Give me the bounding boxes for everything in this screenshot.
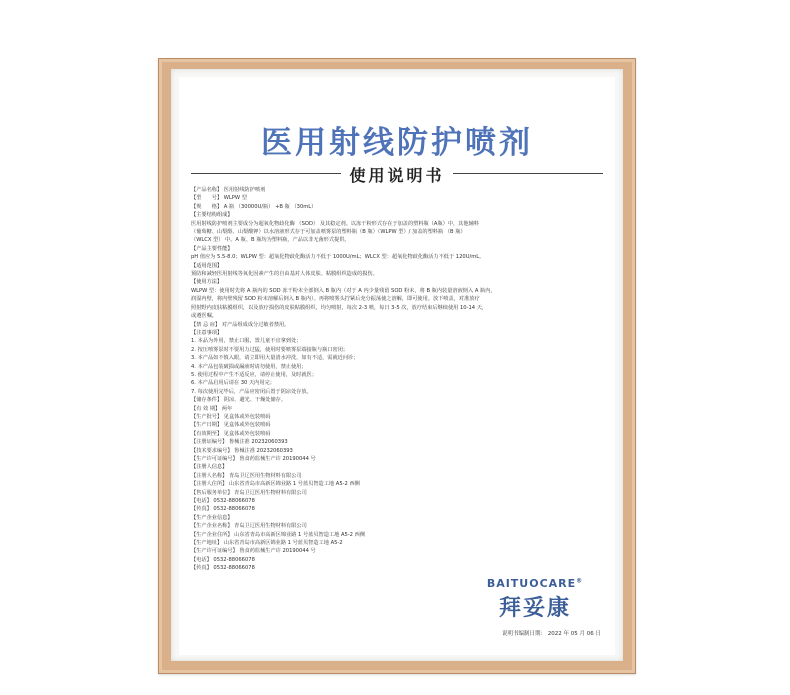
section-heading: 【主要结构组成】 xyxy=(191,212,233,219)
text-line: 【电话】 0532-88066078 xyxy=(191,498,255,505)
text-line: 【产品名称】 医用射线防护喷剂 xyxy=(191,187,266,193)
registered-mark: ® xyxy=(576,577,584,585)
text-line: 【生产许可证编号】 鲁食药监械生产许 20190044 号 xyxy=(191,548,316,555)
text-line: 或遵医嘱。 xyxy=(191,313,217,320)
text-line: 【生产许可证编号】 鲁食药监械生产许 20190044 号 xyxy=(191,456,316,462)
text-line: 4. 本产品包装破损或漏液时请勿使用，禁止使用； xyxy=(191,363,307,370)
brand-chinese: 拜妥康 xyxy=(498,596,571,621)
text-line: 【注册人名称】 青岛卫辽医用生物材料有限公司 xyxy=(191,472,302,479)
section-heading: 【注意事项】 xyxy=(191,329,223,336)
section-heading: 【生产企业信息】 xyxy=(191,514,233,521)
text-line: 【生产日期】 见盒体或外包装喷码 xyxy=(191,422,271,429)
text-line: 【生产企业住所】 山东省青岛市高新区锦业路 1 号蓝贝智造工地 A5-2 西侧 xyxy=(191,531,366,538)
text-line: 【生产地址】 山东省青岛市高新区锦业路 1 号蓝贝智造工地 A5-2 xyxy=(191,540,343,547)
text-line: 【传真】 0532-88066078 xyxy=(191,565,255,572)
text-line: 照射野内皮肤粘膜组织，以及放疗损伤的皮肤粘膜组织，均匀喷射，每次 2-3 喷，每日 3-5 次，放疗结束后继续使用 10-14 天， xyxy=(191,304,488,311)
text-line: 【有效期至】 见盒体或外包装喷码 xyxy=(191,430,271,437)
text-line: 【禁 忌 症】 对产品组成成分过敏者禁用。 xyxy=(191,321,290,328)
text-line: 润湿内壁，将内壁残留 SOD 粉末溶解后倒入 B 瓶内）。再将喷雾头拧紧后充分振荡使之溶解，即可使用。放下喷盖，对准放疗 xyxy=(191,296,480,303)
text-line: 【技术要求编号】 鲁械注准 20232060393 xyxy=(191,447,293,454)
text-line: 【规 格】 A 瓶 （30000U/瓶） +B 瓶 （30mL） xyxy=(191,203,317,210)
text-line: 【生产批号】 见盒体或外包装喷码 xyxy=(191,413,271,420)
text-line: 6. 本产品启用后请在 30 天内用完； xyxy=(191,380,275,387)
text-line: 【注册人住所】 山东省青岛市高新区锦业路 1 号蓝贝智造工地 A5-2 西侧 xyxy=(191,481,360,488)
section-heading: 【产品主要性能】 xyxy=(191,245,233,252)
revision-date: 说明书编制日期： 2022 年 05 月 06 日 xyxy=(502,631,601,637)
text-line: （葡萄糖、山梨醇、山梨酸钾）以水溶液形式存于可加盖喷雾泵的塑料瓶（B 瓶）（WLPW 型）/ 加盖的塑料瓶 （B 瓶） xyxy=(191,229,466,236)
text-line: 【售后服务单位】 青岛卫辽医用生物材料有限公司 xyxy=(191,489,307,496)
text-line: 1. 本品为外用，禁止口服，置儿童不宜拿到处； xyxy=(191,338,302,345)
section-heading: 【使用方法】 xyxy=(191,279,223,286)
subtitle-row xyxy=(191,163,603,183)
document-subtitle: 使用说明书 xyxy=(349,166,445,185)
text-line: WLPW 型：使用时先将 A 瓶内的 SOD 冻干粉末全部倒入 B 瓶内（对于 A 内少量残留 SOD 粉末，将 B 瓶内装量溶液倒入 A 瓶内， xyxy=(191,287,496,294)
text-line: 预防和减轻医用射线等氧化因素产生的自由基对人体皮肤、粘膜组织造成的损伤。 xyxy=(191,271,378,278)
section-heading: 【适用范围】 xyxy=(191,262,223,269)
text-line: 2. 按压喷雾泵时不要用力过猛，使用时要喷雾泵端接瓶与瓶口密闭； xyxy=(191,346,349,353)
text-line: pH 值应为 5.5-8.0；WLPW 型：超氧化物歧化酶活力不低于 1000U/mL；WLCX 型：超氧化物歧化酶活力不低于 120U/mL。 xyxy=(191,254,485,261)
text-line: 【传真】 0532-88066078 xyxy=(191,506,255,513)
text-line: 【注册证编号】 鲁械注准 20232060393 xyxy=(191,439,288,446)
text-line: 5. 使用过程中产生不适反应，请停止使用，及时就医； xyxy=(191,371,317,378)
frame-mat xyxy=(171,69,623,661)
text-line: 【储存条件】 阴凉、避光、干燥处储存。 xyxy=(191,397,287,404)
brand-block xyxy=(475,577,595,622)
text-line: （WLCX 型） 中。A 瓶、B 瓶均为塑料瓶，产品以非无菌形式提供。 xyxy=(191,237,350,244)
text-line: 3. 本产品如不慎入眼，请立即用大量清水冲洗，如有不适，需就近问诊； xyxy=(191,355,359,362)
text-line: 【生产企业名称】 青岛卫辽医用生物材料有限公司 xyxy=(191,523,307,530)
subtitle-rule-right xyxy=(453,173,603,174)
picture-frame xyxy=(158,58,636,674)
brand-english xyxy=(475,577,595,590)
text-line: 【电话】 0532-88066078 xyxy=(191,556,255,563)
text-line: 医用射线防护喷剂主要成分为超氧化物歧化酶 （SOD） 及其稳定剂。以冻干粉形式存在于加盖的塑料瓶（A瓶）中，其他辅料 xyxy=(191,220,479,227)
brand-english-text: BAITUOCARE xyxy=(486,577,577,590)
text-line: 【型 号】 WLPW 型 xyxy=(191,195,247,202)
text-line: 【有 效 期】 两年 xyxy=(191,405,233,412)
instruction-body xyxy=(191,186,601,573)
instruction-sheet xyxy=(179,77,615,655)
document-title: 医用射线防护喷剂 xyxy=(261,125,533,161)
section-heading: 【注册人信息】 xyxy=(191,464,228,471)
text-line: 7. 每次使用完毕后，产品应密闭后置于阴凉处存放。 xyxy=(191,388,312,395)
